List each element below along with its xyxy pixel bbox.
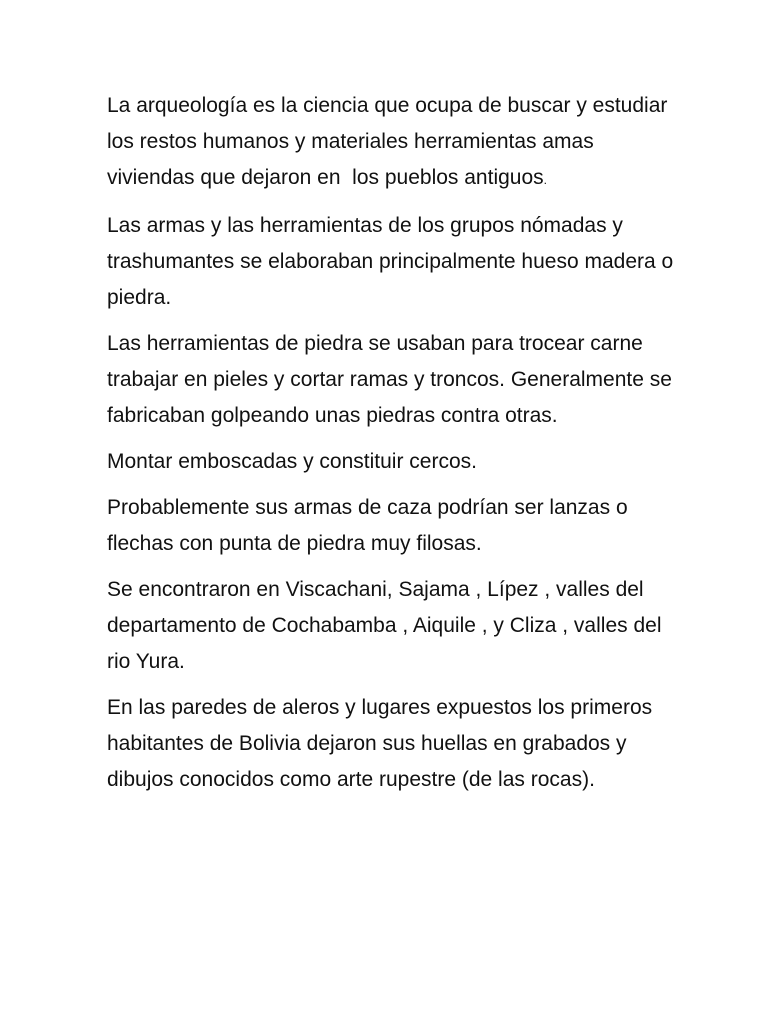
document-body bbox=[107, 88, 687, 808]
paragraph-locations: Se encontraron en Viscachani, Sajama , Lípez , valles del departamento de Cochabamba , Aiquile , y Cliza , valles del rio Yura. bbox=[107, 578, 668, 673]
paragraph-weapons-tools: Las armas y las herramientas de los grupos nómadas y trashumantes se elaboraban principalmente hueso madera o piedra. bbox=[107, 214, 680, 309]
paragraph-ambush: Montar emboscadas y constituir cercos. bbox=[107, 450, 477, 473]
paragraph-stone-tools: Las herramientas de piedra se usaban para trocear carne trabajar en pieles y cortar ramas y troncos. Generalmente se fabricaban golpeando unas piedras contra otras. bbox=[107, 332, 678, 427]
paragraph-text: La arqueología es la ciencia que ocupa de buscar y estudiar los restos humanos y materiales herramientas amas viviendas que dejaron en los pueblos antiguos bbox=[107, 94, 674, 189]
paragraph-hunting-weapons: Probablemente sus armas de caza podrían ser lanzas o flechas con punta de piedra muy filosas. bbox=[107, 496, 634, 555]
paragraph-suffix: . bbox=[543, 173, 547, 187]
paragraph-archaeology-definition bbox=[107, 88, 687, 198]
paragraph-rock-art: En las paredes de aleros y lugares expuestos los primeros habitantes de Bolivia dejaron sus huellas en grabados y dibujos conocidos como arte rupestre (de las rocas). bbox=[107, 696, 658, 791]
